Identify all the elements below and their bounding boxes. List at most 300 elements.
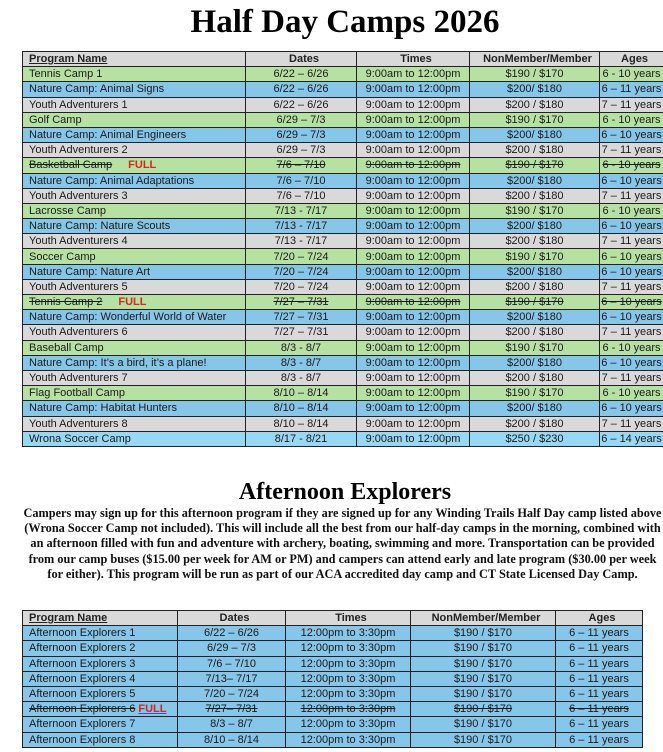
times-cell bbox=[357, 370, 470, 385]
times-cell bbox=[357, 279, 470, 294]
dates-cell bbox=[246, 97, 357, 112]
dates-cell bbox=[246, 249, 357, 264]
ages-cell bbox=[600, 188, 663, 203]
dates-text: 7/13 - 7/17 bbox=[274, 220, 328, 233]
full-badge: FULL bbox=[138, 703, 167, 716]
times-text: 9:00am to 12:00pm bbox=[365, 326, 461, 339]
price-cell bbox=[470, 401, 600, 416]
program-name-text: Nature Camp: It’s a bird, it’s a plane! bbox=[29, 356, 207, 369]
ages-text: 6 – 11 years bbox=[569, 703, 629, 716]
program-name-cell bbox=[23, 370, 246, 385]
times-cell bbox=[357, 188, 470, 203]
program-name-cell bbox=[23, 641, 178, 656]
program-name-cell bbox=[23, 173, 246, 188]
times-text: 12:00pm to 3:30pm bbox=[300, 627, 396, 640]
ages-cell bbox=[600, 234, 663, 249]
price-text: $200 / $180 bbox=[505, 280, 564, 293]
ages-cell bbox=[556, 702, 643, 717]
times-text: 9:00am to 12:00pm bbox=[365, 432, 461, 445]
table-row bbox=[23, 656, 643, 671]
dates-text: 7/20 – 7/24 bbox=[273, 280, 329, 293]
page-title: Half Day Camps 2026 bbox=[190, 4, 500, 40]
table-row bbox=[23, 431, 663, 446]
price-cell bbox=[470, 67, 600, 82]
price-cell bbox=[411, 732, 556, 747]
table-row bbox=[23, 732, 643, 747]
table-row bbox=[23, 249, 663, 264]
dates-text: 6/29 – 7/3 bbox=[276, 144, 326, 157]
program-name-cell bbox=[23, 67, 246, 82]
dates-text: 7/6 – 7/10 bbox=[276, 189, 326, 202]
ages-cell bbox=[600, 401, 663, 416]
times-text: 9:00am to 12:00pm bbox=[365, 311, 461, 324]
price-text: $250 / $230 bbox=[505, 432, 564, 445]
price-text: $190 / $170 bbox=[505, 204, 564, 217]
times-text: 12:00pm to 3:30pm bbox=[300, 703, 396, 716]
dates-cell bbox=[246, 310, 357, 325]
ages-text: 6 – 14 years bbox=[601, 432, 662, 445]
times-cell bbox=[286, 656, 411, 671]
price-text: $200/ $180 bbox=[506, 356, 563, 369]
program-name-text: Youth Adventurers 2 bbox=[29, 144, 128, 157]
dates-text: 8/3 - 8/7 bbox=[280, 372, 322, 385]
times-text: 12:00pm to 3:30pm bbox=[300, 642, 396, 655]
program-name-cell bbox=[23, 264, 246, 279]
program-name-text: Nature Camp: Nature Scouts bbox=[29, 220, 171, 233]
ages-cell bbox=[600, 97, 663, 112]
dates-text: 8/10 – 8/14 bbox=[273, 387, 329, 400]
times-cell bbox=[357, 173, 470, 188]
table-row bbox=[23, 173, 663, 188]
dates-text: 8/10 – 8/14 bbox=[273, 402, 329, 415]
ages-cell bbox=[600, 264, 663, 279]
table-row bbox=[23, 112, 663, 127]
program-name-text: Afternoon Explorers 5 bbox=[29, 688, 136, 701]
dates-cell bbox=[246, 173, 357, 188]
program-name-cell bbox=[23, 127, 246, 142]
ages-text: 6 - 10 years bbox=[602, 204, 661, 217]
header-dates: Dates bbox=[246, 52, 357, 67]
program-name-cell bbox=[23, 671, 178, 686]
table-row bbox=[23, 279, 663, 294]
price-cell bbox=[411, 641, 556, 656]
dates-cell bbox=[246, 295, 357, 310]
dates-text: 6/22 – 6/26 bbox=[273, 83, 329, 96]
program-name-text: Nature Camp: Animal Signs bbox=[29, 83, 165, 96]
program-name-text: Lacrosse Camp bbox=[29, 204, 107, 217]
ages-cell bbox=[600, 249, 663, 264]
dates-cell bbox=[178, 671, 286, 686]
times-cell bbox=[357, 264, 470, 279]
dates-cell bbox=[178, 717, 286, 732]
ages-cell bbox=[556, 656, 643, 671]
dates-text: 7/13 - 7/17 bbox=[274, 235, 328, 248]
dates-text: 6/29 – 7/3 bbox=[207, 642, 256, 655]
times-text: 9:00am to 12:00pm bbox=[365, 296, 461, 309]
times-cell bbox=[357, 325, 470, 340]
dates-cell bbox=[246, 67, 357, 82]
times-cell bbox=[357, 401, 470, 416]
price-text: $200 / $180 bbox=[505, 417, 564, 430]
price-text: $190 / $170 bbox=[453, 688, 513, 701]
header-ages: Ages bbox=[600, 52, 663, 67]
ages-cell bbox=[600, 386, 663, 401]
afternoon-explorers-description: Campers may sign up for this afternoon program if they are signed up for any Winding Trails Half Day camp listed above (Wrona Soccer Camp not included). This will include all the best from our half-day camps in the morning, combined with an afternoon filled with fun and adventure with archery, boating, swimming and more. Transportation can be provided from our camp buses ($15.00 per week for AM or PM) and campers can attend early and late program ($30.00 per week for either). This program will be run as part of our ACA accredited day camp and CT State Licensed Day Camp. bbox=[23, 506, 662, 581]
times-text: 9:00am to 12:00pm bbox=[365, 144, 461, 157]
dates-cell bbox=[246, 234, 357, 249]
program-name-text: Basketball Camp bbox=[29, 159, 113, 172]
times-text: 9:00am to 12:00pm bbox=[365, 372, 461, 385]
price-cell bbox=[470, 143, 600, 158]
program-name-cell bbox=[23, 249, 246, 264]
program-name-cell bbox=[23, 203, 246, 218]
program-name-text: Nature Camp: Nature Art bbox=[29, 265, 151, 278]
price-text: $200 / $180 bbox=[505, 372, 564, 385]
price-cell bbox=[470, 173, 600, 188]
dates-text: 6/22 – 6/26 bbox=[203, 627, 260, 640]
table-row bbox=[23, 67, 663, 82]
afternoon-explorers-title: Afternoon Explorers bbox=[238, 479, 452, 505]
price-cell bbox=[470, 431, 600, 446]
times-text: 9:00am to 12:00pm bbox=[365, 341, 461, 354]
ages-text: 6 – 10 years bbox=[601, 174, 662, 187]
dates-cell bbox=[246, 340, 357, 355]
full-badge: FULL bbox=[128, 159, 157, 172]
dates-text: 7/20 – 7/24 bbox=[273, 250, 329, 263]
table-row bbox=[23, 641, 643, 656]
dates-text: 8/10 – 8/14 bbox=[203, 733, 260, 746]
ages-text: 6 – 10 years bbox=[601, 129, 662, 142]
times-cell bbox=[286, 641, 411, 656]
dates-cell bbox=[246, 82, 357, 97]
times-cell bbox=[357, 158, 470, 173]
table-row bbox=[23, 295, 663, 310]
price-text: $200 / $180 bbox=[505, 235, 564, 248]
times-cell bbox=[286, 732, 411, 747]
price-cell bbox=[411, 656, 556, 671]
price-text: $190 / $170 bbox=[453, 703, 513, 716]
price-cell bbox=[470, 112, 600, 127]
program-name-text: Afternoon Explorers 2 bbox=[29, 642, 136, 655]
times-text: 9:00am to 12:00pm bbox=[365, 417, 461, 430]
dates-cell bbox=[246, 127, 357, 142]
ages-text: 6 - 10 years bbox=[602, 68, 661, 81]
price-text: $200/ $180 bbox=[506, 129, 563, 142]
dates-text: 7/6 – 7/10 bbox=[276, 159, 326, 172]
price-cell bbox=[411, 717, 556, 732]
ages-text: 6 – 11 years bbox=[569, 627, 629, 640]
times-text: 12:00pm to 3:30pm bbox=[300, 672, 396, 685]
ages-cell bbox=[600, 158, 663, 173]
times-text: 9:00am to 12:00pm bbox=[365, 83, 461, 96]
ages-text: 6 - 10 years bbox=[602, 113, 661, 126]
table-header-row bbox=[23, 611, 643, 626]
times-cell bbox=[286, 671, 411, 686]
dates-text: 6/22 – 6/26 bbox=[273, 68, 329, 81]
ages-text: 7 – 11 years bbox=[601, 235, 662, 248]
table-row bbox=[23, 234, 663, 249]
price-cell bbox=[411, 671, 556, 686]
program-name-text: Youth Adventurers 6 bbox=[29, 326, 128, 339]
dates-cell bbox=[246, 203, 357, 218]
price-cell bbox=[470, 188, 600, 203]
table-header-row bbox=[23, 52, 663, 67]
dates-cell bbox=[246, 431, 357, 446]
times-text: 9:00am to 12:00pm bbox=[365, 68, 461, 81]
ages-cell bbox=[600, 416, 663, 431]
table-row bbox=[23, 355, 663, 370]
times-cell bbox=[357, 431, 470, 446]
ages-cell bbox=[600, 203, 663, 218]
table-row bbox=[23, 717, 643, 732]
program-name-cell bbox=[23, 112, 246, 127]
table-row bbox=[23, 82, 663, 97]
dates-text: 7/6 – 7/10 bbox=[207, 657, 256, 670]
price-text: $200 / $180 bbox=[505, 98, 564, 111]
program-name-text: Afternoon Explorers 7 bbox=[29, 718, 136, 731]
times-text: 12:00pm to 3:30pm bbox=[300, 657, 396, 670]
times-text: 12:00pm to 3:30pm bbox=[300, 733, 396, 746]
program-name-text: Nature Camp: Habitat Hunters bbox=[29, 402, 177, 415]
times-text: 9:00am to 12:00pm bbox=[365, 159, 461, 172]
price-text: $200 / $180 bbox=[505, 326, 564, 339]
header-dates: Dates bbox=[178, 611, 286, 626]
ages-cell bbox=[600, 143, 663, 158]
dates-cell bbox=[246, 386, 357, 401]
dates-cell bbox=[246, 264, 357, 279]
program-name-text: Nature Camp: Animal Adaptations bbox=[29, 174, 195, 187]
ages-cell bbox=[556, 671, 643, 686]
ages-text: 6 - 10 years bbox=[602, 387, 661, 400]
program-name-text: Nature Camp: Animal Engineers bbox=[29, 129, 187, 142]
dates-cell bbox=[246, 416, 357, 431]
price-text: $190 / $170 bbox=[505, 296, 564, 309]
full-badge: FULL bbox=[118, 296, 147, 309]
ages-text: 6 – 11 years bbox=[569, 657, 629, 670]
program-name-text: Wrona Soccer Camp bbox=[29, 432, 131, 445]
ages-text: 6 – 10 years bbox=[601, 356, 662, 369]
ages-text: 6 – 10 years bbox=[601, 220, 662, 233]
price-cell bbox=[470, 219, 600, 234]
ages-text: 6 – 10 years bbox=[601, 296, 662, 309]
ages-cell bbox=[600, 127, 663, 142]
dates-cell bbox=[178, 626, 286, 641]
ages-text: 6 – 11 years bbox=[569, 733, 629, 746]
dates-text: 7/27 – 7/31 bbox=[273, 296, 329, 309]
program-name-cell bbox=[23, 340, 246, 355]
program-name-text: Youth Adventurers 3 bbox=[29, 189, 128, 202]
ages-cell bbox=[600, 355, 663, 370]
dates-cell bbox=[178, 702, 286, 717]
price-cell bbox=[470, 416, 600, 431]
program-name-text: Afternoon Explorers 6 bbox=[29, 703, 136, 716]
dates-text: 7/20 – 7/24 bbox=[203, 688, 260, 701]
program-name-cell bbox=[23, 295, 246, 310]
price-cell bbox=[470, 370, 600, 385]
price-text: $190 / $170 bbox=[453, 657, 513, 670]
times-text: 12:00pm to 3:30pm bbox=[300, 688, 396, 701]
price-text: $190 / $170 bbox=[505, 68, 564, 81]
dates-cell bbox=[246, 158, 357, 173]
table-row bbox=[23, 416, 663, 431]
price-cell bbox=[470, 249, 600, 264]
dates-cell bbox=[246, 325, 357, 340]
ages-cell bbox=[600, 310, 663, 325]
price-text: $190 / $170 bbox=[453, 627, 513, 640]
price-cell bbox=[470, 127, 600, 142]
program-name-cell bbox=[23, 702, 178, 717]
dates-text: 7/6 – 7/10 bbox=[276, 174, 326, 187]
half-day-camps-table bbox=[22, 51, 663, 447]
price-cell bbox=[470, 295, 600, 310]
times-text: 9:00am to 12:00pm bbox=[365, 129, 461, 142]
program-name-cell bbox=[23, 82, 246, 97]
program-name-cell bbox=[23, 325, 246, 340]
ages-text: 6 – 11 years bbox=[569, 718, 629, 731]
times-text: 9:00am to 12:00pm bbox=[365, 235, 461, 248]
program-name-text: Afternoon Explorers 3 bbox=[29, 657, 136, 670]
price-cell bbox=[470, 234, 600, 249]
ages-text: 7 – 11 years bbox=[601, 372, 662, 385]
ages-cell bbox=[600, 112, 663, 127]
price-text: $190 / $170 bbox=[453, 672, 513, 685]
dates-text: 8/3 – 8/7 bbox=[210, 718, 253, 731]
header-times: Times bbox=[286, 611, 411, 626]
table-row bbox=[23, 671, 643, 686]
price-text: $190 / $170 bbox=[505, 250, 564, 263]
program-name-text: Youth Adventurers 8 bbox=[29, 417, 128, 430]
ages-cell bbox=[600, 431, 663, 446]
price-text: $200/ $180 bbox=[506, 83, 563, 96]
price-text: $200/ $180 bbox=[506, 265, 563, 278]
price-text: $190 / $170 bbox=[453, 642, 513, 655]
program-name-text: Tennis Camp 2 bbox=[29, 296, 103, 309]
price-cell bbox=[411, 626, 556, 641]
program-name-text: Youth Adventurers 7 bbox=[29, 372, 128, 385]
times-text: 9:00am to 12:00pm bbox=[365, 280, 461, 293]
table-row bbox=[23, 143, 663, 158]
table-row bbox=[23, 401, 663, 416]
program-name-cell bbox=[23, 355, 246, 370]
table-row bbox=[23, 702, 643, 717]
ages-text: 7 – 11 years bbox=[601, 144, 662, 157]
ages-cell bbox=[600, 279, 663, 294]
ages-text: 6 – 11 years bbox=[569, 688, 629, 701]
table-row bbox=[23, 386, 663, 401]
dates-cell bbox=[178, 732, 286, 747]
program-name-cell bbox=[23, 97, 246, 112]
dates-cell bbox=[246, 355, 357, 370]
ages-text: 7 – 11 years bbox=[601, 280, 662, 293]
dates-cell bbox=[178, 686, 286, 701]
times-cell bbox=[357, 355, 470, 370]
price-cell bbox=[470, 82, 600, 97]
dates-text: 6/22 – 6/26 bbox=[273, 98, 329, 111]
times-text: 9:00am to 12:00pm bbox=[365, 204, 461, 217]
ages-cell bbox=[556, 626, 643, 641]
program-name-text: Afternoon Explorers 8 bbox=[29, 733, 136, 746]
price-text: $190 / $170 bbox=[505, 159, 564, 172]
dates-cell bbox=[246, 219, 357, 234]
program-name-cell bbox=[23, 656, 178, 671]
program-name-cell bbox=[23, 416, 246, 431]
times-cell bbox=[357, 295, 470, 310]
ages-text: 6 – 11 years bbox=[569, 642, 629, 655]
times-cell bbox=[357, 97, 470, 112]
ages-cell bbox=[600, 82, 663, 97]
ages-text: 6 - 10 years bbox=[602, 159, 661, 172]
price-cell bbox=[470, 355, 600, 370]
times-cell bbox=[357, 203, 470, 218]
dates-cell bbox=[178, 656, 286, 671]
price-text: $190 / $170 bbox=[453, 733, 513, 746]
ages-cell bbox=[556, 732, 643, 747]
times-cell bbox=[357, 127, 470, 142]
table-row bbox=[23, 370, 663, 385]
ages-cell bbox=[600, 219, 663, 234]
header-times: Times bbox=[357, 52, 470, 67]
ages-text: 6 – 10 years bbox=[601, 265, 662, 278]
price-text: $190 / $170 bbox=[453, 718, 513, 731]
program-name-cell bbox=[23, 219, 246, 234]
ages-text: 6 – 11 years bbox=[601, 83, 662, 96]
times-cell bbox=[357, 249, 470, 264]
program-name-cell bbox=[23, 143, 246, 158]
program-name-cell bbox=[23, 717, 178, 732]
dates-text: 6/29 – 7/3 bbox=[276, 129, 326, 142]
program-name-cell bbox=[23, 279, 246, 294]
times-cell bbox=[357, 219, 470, 234]
times-cell bbox=[357, 386, 470, 401]
times-cell bbox=[357, 310, 470, 325]
header-price: NonMember/Member bbox=[470, 52, 600, 67]
ages-text: 6 – 10 years bbox=[601, 250, 662, 263]
program-name-cell bbox=[23, 686, 178, 701]
program-name-cell bbox=[23, 234, 246, 249]
dates-cell bbox=[246, 401, 357, 416]
program-name-text: Nature Camp: Wonderful World of Water bbox=[29, 311, 227, 324]
dates-text: 7/13– 7/17 bbox=[205, 672, 258, 685]
times-cell bbox=[357, 82, 470, 97]
program-name-cell bbox=[23, 401, 246, 416]
program-name-text: Afternoon Explorers 1 bbox=[29, 627, 136, 640]
ages-cell bbox=[600, 67, 663, 82]
dates-cell bbox=[246, 279, 357, 294]
price-cell bbox=[470, 325, 600, 340]
times-cell bbox=[357, 416, 470, 431]
times-text: 9:00am to 12:00pm bbox=[365, 265, 461, 278]
times-text: 9:00am to 12:00pm bbox=[365, 387, 461, 400]
table-row bbox=[23, 264, 663, 279]
program-name-text: Flag Football Camp bbox=[29, 387, 125, 400]
times-text: 9:00am to 12:00pm bbox=[365, 402, 461, 415]
program-name-text: Baseball Camp bbox=[29, 341, 104, 354]
times-cell bbox=[286, 626, 411, 641]
dates-cell bbox=[246, 143, 357, 158]
times-cell bbox=[286, 686, 411, 701]
times-cell bbox=[357, 234, 470, 249]
table-row bbox=[23, 203, 663, 218]
price-text: $190 / $170 bbox=[505, 341, 564, 354]
price-text: $200/ $180 bbox=[506, 402, 563, 415]
times-text: 9:00am to 12:00pm bbox=[365, 250, 461, 263]
price-cell bbox=[470, 203, 600, 218]
times-cell bbox=[357, 67, 470, 82]
times-text: 9:00am to 12:00pm bbox=[365, 98, 461, 111]
price-cell bbox=[470, 340, 600, 355]
program-name-cell bbox=[23, 158, 246, 173]
program-name-cell bbox=[23, 386, 246, 401]
